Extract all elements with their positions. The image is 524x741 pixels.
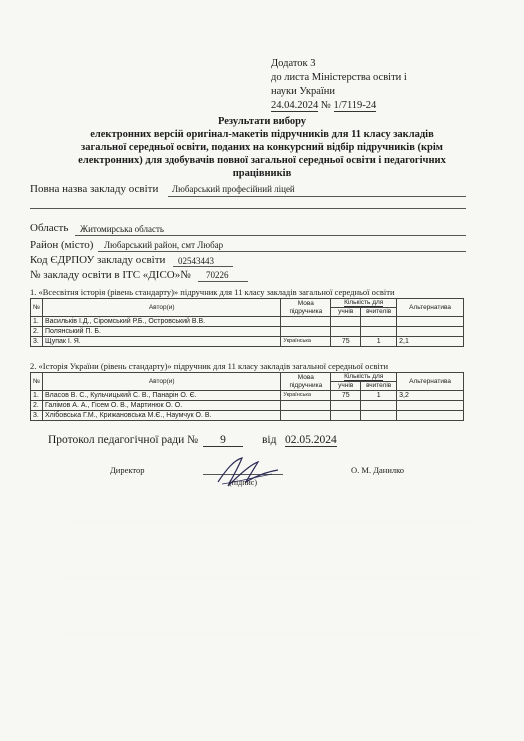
table-row bbox=[31, 337, 464, 347]
row-lang bbox=[281, 401, 331, 411]
school-name-label: Повна назва закладу освіти bbox=[30, 183, 159, 195]
row-alt bbox=[397, 327, 464, 337]
row-students bbox=[331, 317, 361, 327]
addendum-ministry-line: науки України bbox=[271, 86, 336, 97]
title-line-5: працівників bbox=[232, 168, 292, 179]
col-alt: Альтернатива bbox=[397, 299, 464, 317]
protocol-label: Протокол педагогічної ради № bbox=[48, 434, 199, 446]
its-number-underline bbox=[198, 281, 248, 282]
row-num: 1. bbox=[31, 391, 43, 401]
title-line-2: електронних версій оригінал-макетів підручників для 11 класу закладів bbox=[90, 129, 434, 140]
letter-number: 1/7119-24 bbox=[333, 100, 377, 111]
edrpou-label: Код ЄДРПОУ закладу освіти bbox=[30, 254, 166, 266]
protocol-number: 9 bbox=[203, 434, 243, 447]
row-teachers bbox=[361, 401, 397, 411]
col-students: учнів bbox=[331, 382, 361, 391]
row-teachers: 1 bbox=[361, 337, 397, 347]
row-author: Васильків І.Д., Сіромський Р.Б., Островський В.В. bbox=[42, 317, 280, 327]
protocol-from: від bbox=[262, 434, 277, 446]
district-underline bbox=[98, 251, 466, 252]
row-students: 75 bbox=[331, 391, 361, 401]
col-qty: Кількість для bbox=[331, 299, 397, 308]
table-row bbox=[31, 401, 464, 411]
school-name-value: Любарський професійний ліцей bbox=[172, 184, 295, 194]
col-num: № bbox=[31, 373, 43, 391]
row-teachers bbox=[361, 317, 397, 327]
letter-reference bbox=[271, 99, 376, 113]
section-2-table bbox=[30, 372, 464, 421]
col-num: № bbox=[31, 299, 43, 317]
row-alt bbox=[397, 411, 464, 421]
district-label: Район (місто) bbox=[30, 239, 94, 251]
school-name-underline bbox=[168, 196, 466, 197]
row-author: Галімов А. А., Гісем О. В., Мартинюк О. О. bbox=[42, 401, 280, 411]
row-teachers bbox=[361, 411, 397, 421]
section-1-table bbox=[30, 298, 464, 347]
row-students bbox=[331, 411, 361, 421]
row-teachers: 1 bbox=[361, 391, 397, 401]
row-alt: 3,2 bbox=[397, 391, 464, 401]
region-underline bbox=[75, 235, 466, 236]
school-name-underline-2 bbox=[30, 208, 466, 209]
signature-caption: (підпис) bbox=[229, 478, 258, 487]
letter-date: 24.04.2024 bbox=[271, 100, 319, 111]
col-students: учнів bbox=[331, 308, 361, 317]
its-number-label: № закладу освіти в ІТС «ДІСО»№ bbox=[30, 269, 191, 281]
row-students: 75 bbox=[331, 337, 361, 347]
row-lang bbox=[281, 327, 331, 337]
row-author: Полянський П. Б. bbox=[42, 327, 280, 337]
bleed-through-texture bbox=[60, 520, 480, 660]
row-author: Власов В. С., Кульчицький С. В., Панарін О. Є. bbox=[42, 391, 280, 401]
protocol-date: 02.05.2024 bbox=[285, 434, 337, 446]
row-lang bbox=[281, 411, 331, 421]
row-author: Хлібовська Г.М., Крижановська М.Є., Наумчук О. В. bbox=[42, 411, 280, 421]
district-value: Любарський район, смт Любар bbox=[104, 240, 224, 250]
edrpou-underline bbox=[173, 266, 233, 267]
its-number-value: 70226 bbox=[206, 270, 229, 280]
row-author: Щупак І. Я. bbox=[42, 337, 280, 347]
row-lang: Українська bbox=[281, 391, 331, 401]
row-alt bbox=[397, 401, 464, 411]
row-students bbox=[331, 401, 361, 411]
row-num: 3. bbox=[31, 411, 43, 421]
row-lang: Українська bbox=[281, 337, 331, 347]
addendum-letter-line: до листа Міністерства освіти і bbox=[271, 72, 407, 83]
edrpou-value: 02543443 bbox=[178, 256, 214, 266]
document-title bbox=[20, 115, 504, 180]
row-alt bbox=[397, 317, 464, 327]
col-teachers: вчителів bbox=[361, 308, 397, 317]
row-lang bbox=[281, 317, 331, 327]
col-lang: Мова підручника bbox=[281, 373, 331, 391]
col-author: Автор(и) bbox=[42, 299, 280, 317]
row-num: 3. bbox=[31, 337, 43, 347]
letter-number-sign: № bbox=[320, 100, 331, 111]
col-alt: Альтернатива bbox=[397, 373, 464, 391]
col-teachers: вчителів bbox=[361, 382, 397, 391]
col-lang: Мова підручника bbox=[281, 299, 331, 317]
col-qty: Кількість для bbox=[331, 373, 397, 382]
region-value: Житомирська область bbox=[80, 224, 164, 234]
section-1-title: 1. «Всесвітня історія (рівень стандарту)» підручник для 11 класу закладів загальної середньої освіти bbox=[30, 287, 395, 297]
director-label: Директор bbox=[110, 465, 145, 475]
row-num: 2. bbox=[31, 327, 43, 337]
title-line-3: загальної середньої освіти, поданих на конкурсний відбір підручників (крім bbox=[81, 142, 443, 153]
row-num: 1. bbox=[31, 317, 43, 327]
title-line-4: електронних) для здобувачів повної загальної середньої освіти і педагогічних bbox=[78, 155, 446, 166]
row-alt: 2,1 bbox=[397, 337, 464, 347]
row-num: 2. bbox=[31, 401, 43, 411]
row-students bbox=[331, 327, 361, 337]
table-row bbox=[31, 391, 464, 401]
col-author: Автор(и) bbox=[42, 373, 280, 391]
region-label: Область bbox=[30, 222, 69, 234]
section-2-title: 2. «Історія України (рівень стандарту)» підручник для 11 класу закладів загальної середньої освіти bbox=[30, 361, 389, 371]
table-row bbox=[31, 317, 464, 327]
table-row bbox=[31, 411, 464, 421]
title-line-1: Результати вибору bbox=[217, 116, 307, 127]
addendum-label: Додаток 3 bbox=[271, 58, 316, 69]
row-teachers bbox=[361, 327, 397, 337]
table-row bbox=[31, 327, 464, 337]
director-name: О. М. Данилко bbox=[351, 465, 405, 475]
